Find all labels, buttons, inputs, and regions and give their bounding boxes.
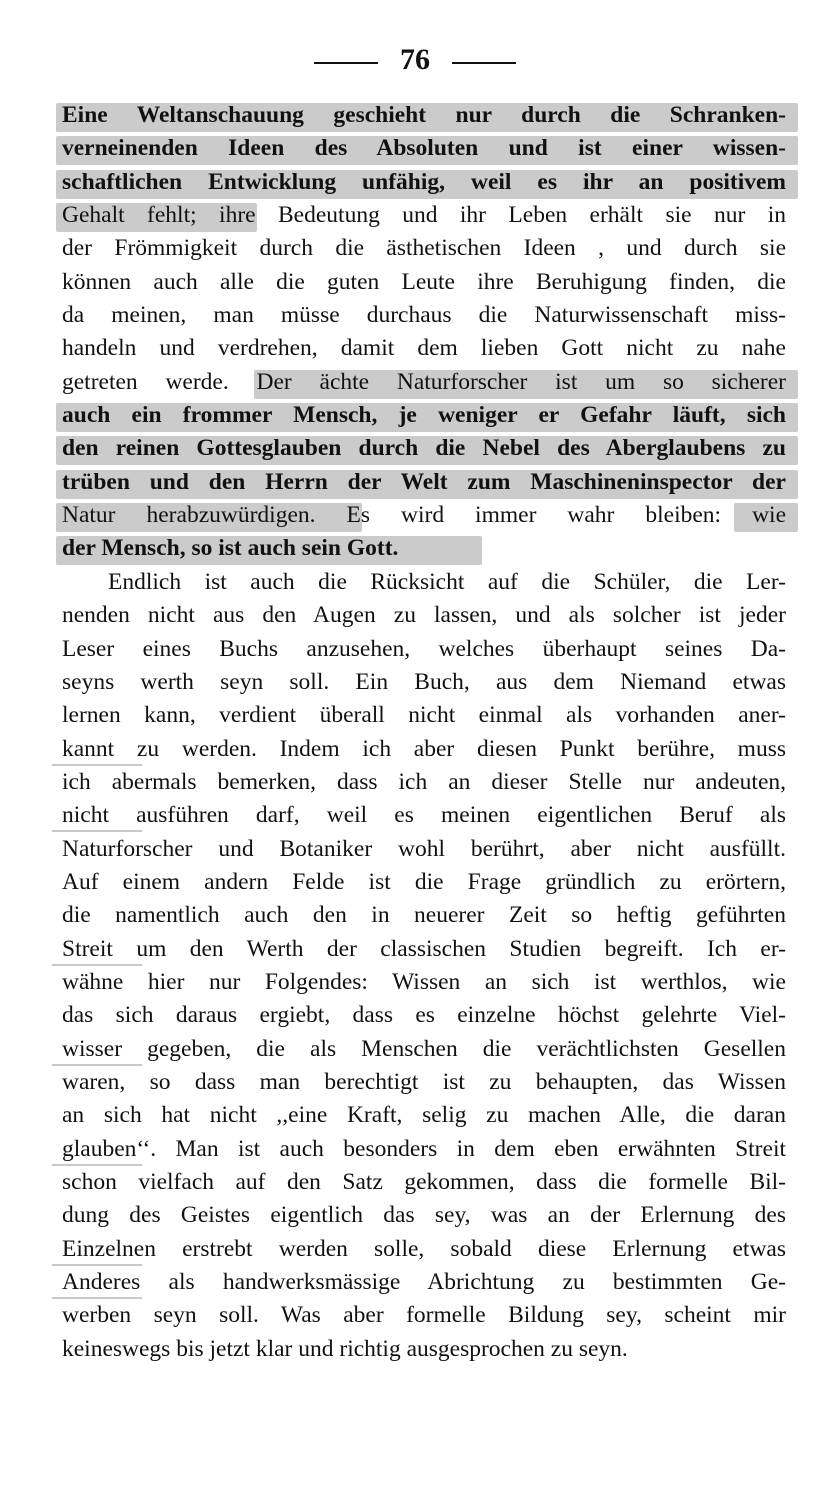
text-line-content: waren, so dass man berechtigt ist zu behaupten, das Wissen [62,1068,786,1095]
text-line-content: Gehalt fehlt; ihre Bedeutung und ihr Leben erhält sie nur in [62,202,786,229]
text-line-content: Eine Weltanschauung geschieht nur durch die Schranken- [62,102,786,128]
page-number: 76 [400,43,430,76]
text-line [62,432,786,465]
text-line [62,633,786,666]
text-line-content: ich abermals bemerken, dass ich an dieser Stelle nur andeuten, [62,768,786,795]
text-line [62,299,786,332]
text-line [62,666,786,699]
text-line-content: nenden nicht aus den Augen zu lassen, und als solcher ist jeder [62,602,786,629]
text-line-content: seyns werth seyn soll. Ein Buch, aus dem Niemand etwas [62,668,786,695]
text-line-content: den reinen Gottesglauben durch die Nebel des Aberglaubens zu [62,435,786,462]
text-line [62,99,786,132]
text-line-content: das sich daraus ergiebt, dass es einzelne höchst gelehrte Viel- [62,1002,786,1029]
text-line-content: dung des Geistes eigentlich das sey, was an der Erlernung des [62,1202,786,1229]
text-line [62,1033,786,1066]
text-line-content: Einzelnen erstrebt werden solle, sobald diese Erlernung etwas [62,1235,786,1262]
text-line-content: Leser eines Buchs anzusehen, welches überhaupt seines Da- [62,635,786,662]
text-line-content: die namentlich auch den in neuerer Zeit so heftig geführten [62,902,786,929]
text-line [62,566,786,599]
text-line [62,132,786,165]
page-header [0,38,830,82]
text-line [62,766,786,799]
text-line-content: nicht ausführen darf, weil es meinen eigentlichen Beruf als [62,802,786,829]
text-line-content: der Mensch, so ist auch sein Gott. [62,535,399,562]
text-line-content: getreten werde. Der ächte Naturforscher ist um so sicherer [62,368,786,395]
text-line-content: Endlich ist auch die Rücksicht auf die Schüler, die Ler- [108,568,786,595]
text-line-content: können auch alle die guten Leute ihre Beruhigung finden, die [62,268,786,295]
text-line-content: glauben‘‘. Man ist auch besonders in dem eben erwähnten Streit [62,1135,786,1162]
text-line [62,833,786,866]
text-line [62,966,786,999]
text-line-content: handeln und verdrehen, damit dem lieben Gott nicht zu nahe [62,335,786,362]
text-line-content: da meinen, man müsse durchaus die Naturwissenschaft miss- [62,302,786,329]
text-line [62,699,786,732]
text-line [62,232,786,265]
text-line [62,933,786,966]
text-line [62,599,786,632]
text-line [62,1233,786,1266]
text-line [62,899,786,932]
text-line [62,1266,786,1299]
text-line [62,1299,786,1332]
text-line-content: kannt zu werden. Indem ich aber diesen Punkt berühre, muss [62,735,786,762]
text-line [62,266,786,299]
header-rule-left [314,62,378,64]
text-line [62,166,786,199]
text-line-content: trüben und den Herrn der Welt zum Maschineninspector der [62,468,786,495]
text-line-content: Natur herabzuwürdigen. Es wird immer wahr bleiben: wie [62,502,786,529]
text-line-content: an sich hat nicht ,,eine Kraft, selig zu machen Alle, die daran [62,1102,786,1129]
text-line-content: schon vielfach auf den Satz gekommen, dass die formelle Bil- [62,1169,786,1195]
text-line-content: Naturforscher und Botaniker wohl berührt, aber nicht ausfüllt. [62,835,786,862]
text-line [62,532,786,565]
text-line [62,1333,786,1366]
text-line [62,199,786,232]
header-rule-right [452,62,516,64]
text-line [62,1133,786,1166]
text-line [62,1166,786,1199]
text-line [62,366,786,399]
text-line-content: lernen kann, verdient überall nicht einmal als vorhanden aner- [62,702,786,729]
text-line [62,466,786,499]
text-line-content: werben seyn soll. Was aber formelle Bildung sey, scheint mir [62,1302,786,1329]
text-line-content: wisser gegeben, die als Menschen die verächtlichsten Gesellen [62,1035,786,1062]
text-line [62,499,786,532]
text-line [62,733,786,766]
text-line [62,866,786,899]
body-text [62,99,786,1366]
text-line [62,1199,786,1232]
text-line-content: schaftlichen Entwicklung unfähig, weil es ihr an positivem [62,168,786,195]
text-line-content: wähne hier nur Folgendes: Wissen an sich ist werthlos, wie [62,968,786,995]
text-line-content: Anderes als handwerksmässige Abrichtung zu bestimmten Ge- [62,1269,786,1296]
text-line [62,399,786,432]
text-line-content: Auf einem andern Felde ist die Frage gründlich zu erörtern, [62,868,786,895]
text-line [62,999,786,1032]
text-line [62,1099,786,1132]
text-line-content: Streit um den Werth der classischen Studien begreift. Ich er- [62,935,786,962]
text-line [62,332,786,365]
text-line-content: der Frömmigkeit durch die ästhetischen Ideen , und durch sie [62,235,786,262]
text-line-content: auch ein frommer Mensch, je weniger er Gefahr läuft, sich [62,402,786,429]
text-line-content: verneinenden Ideen des Absoluten und ist einer wissen- [62,135,786,162]
text-line [62,799,786,832]
text-line-content: keineswegs bis jetzt klar und richtig ausgesprochen zu seyn. [62,1335,628,1362]
text-line [62,1066,786,1099]
